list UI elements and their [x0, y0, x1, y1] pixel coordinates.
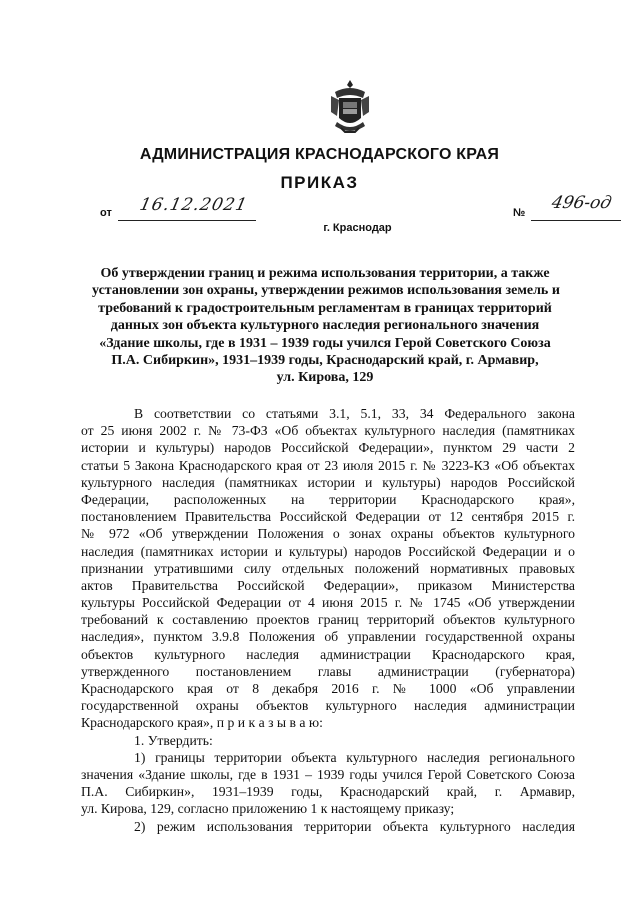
body-line: П.А. Сибиркин», 1931–1939 годы, Краснодарский край, г. Армавир,	[81, 784, 575, 800]
title-line: ул. Кирова, 129	[276, 370, 374, 386]
body-line: Краснодарского края», п р и к а з ы в а ю:	[81, 715, 323, 731]
body-line: наследия (памятниках истории и культуры) народов Российской Федерации и о	[81, 543, 575, 559]
body-line: культурного наследия (памятниках истории и культуры) народов Российской	[81, 474, 575, 490]
organization-name: АДМИНИСТРАЦИЯ КРАСНОДАРСКОГО КРАЯ	[139, 146, 500, 163]
title-line: «Здание школы, где в 1931 – 1939 годы учился Герой Советского Союза	[99, 335, 551, 351]
body-line: от 25 июня 2002 г. № 73-ФЗ «Об объектах культурного наследия (памятниках	[81, 423, 575, 439]
body-line: Федерации, расположенных на территории Краснодарского края»,	[81, 491, 575, 507]
body-line: В соответствии со статьями 3.1, 5.1, 33, 34 Федерального закона	[134, 406, 575, 421]
body-line: 1) границы территории объекта культурного наследия регионального	[134, 749, 575, 765]
title-line: установлении зон охраны, утверждении режимов использования земель и	[92, 283, 560, 299]
title-line: требований к градостроительным регламентам в границах территорий	[98, 300, 552, 316]
body-line: 2) режим использования территории объекта культурного наследия	[134, 818, 575, 834]
body-line: культуры Российской Федерации от 4 июня 2015 г. № 1745 «Об утверждении	[81, 595, 575, 611]
city: г. Краснодар	[323, 222, 392, 234]
date-label: от	[100, 207, 112, 219]
body-line: Краснодарского края от 8 декабря 2016 г. № 1000 «Об управлении	[81, 681, 575, 696]
body-line: значения «Здание школы, где в 1931 – 1939 годы учился Герой Советского Союза	[81, 766, 575, 782]
body-line: наследия», пунктом 3.9.8 Положения об управлении государственной охраны	[81, 629, 575, 645]
coat-of-arms-icon	[329, 78, 371, 134]
date-handwritten: 16.12.2021	[137, 195, 250, 215]
body-line: утвержденного постановлением главы администрации (губернатора)	[81, 663, 575, 679]
body-line: признании утратившими силу отдельных положений нормативных правовых	[81, 560, 575, 576]
number-label: №	[513, 207, 526, 219]
body-line: статьи 5 Закона Краснодарского края от 23 июля 2015 г. № 3223-КЗ «Об объектах	[81, 457, 575, 473]
body-line: ул. Кирова, 129, согласно приложению 1 к настоящему приказу;	[81, 801, 455, 817]
body-line: требований к составлению проектов границ территорий объектов культурного	[81, 612, 575, 628]
body-line: актов Правительства Российской Федерации», приказом Министерства	[81, 577, 575, 593]
body-line: государственной охраны объектов культурного наследия администрации	[81, 698, 575, 714]
number-handwritten: 496-од	[549, 193, 614, 213]
document-body	[81, 405, 575, 835]
body-line: 1. Утвердить:	[134, 732, 213, 748]
body-line: истории и культуры) народов Российской Федерации», пунктом 29 части 2	[81, 440, 575, 456]
title-line: П.А. Сибиркин», 1931–1939 годы, Краснодарский край, г. Армавир,	[111, 353, 539, 369]
document-type: ПРИКАЗ	[280, 173, 359, 192]
body-line: № 972 «Об утверждении Положения о зонах охраны объектов культурного	[81, 526, 575, 542]
body-line: объектов культурного наследия администрации Краснодарского края,	[81, 646, 575, 662]
document-title	[92, 265, 558, 387]
title-line: Об утверждении границ и режима использования территории, а также	[100, 266, 550, 281]
title-line: данных зон объекта культурного наследия регионального значения	[110, 318, 540, 334]
body-line: постановлением Правительства Российской Федерации от 12 сентября 2015 г.	[81, 509, 575, 525]
